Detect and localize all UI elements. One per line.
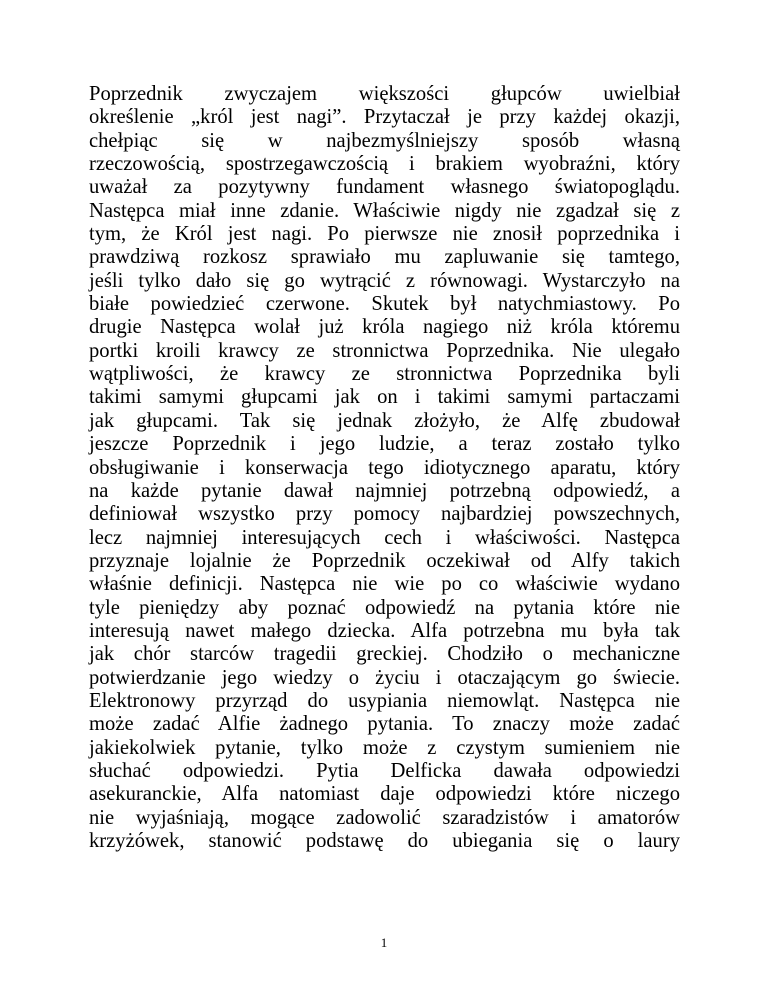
text-line-28: może zadać Alfie żadnego pytania. To znaczy może zadać bbox=[89, 713, 680, 736]
text-line-30: słuchać odpowiedzi. Pytia Delficka dawała odpowiedzi bbox=[89, 759, 680, 782]
text-line-17: obsługiwanie i konserwacja tego idiotycznego aparatu, który bbox=[89, 456, 680, 479]
text-line-12: portki kroili krawcy ze stronnictwa Poprzednika. Nie ulegało bbox=[89, 339, 680, 362]
text-line-15: jak głupcami. Tak się jednak złożyło, że Alfę zbudował bbox=[89, 409, 680, 432]
text-line-1: Poprzednik zwyczajem większości głupców uwielbiał bbox=[89, 83, 680, 105]
text-line-19: definiował wszystko przy pomocy najbardziej powszechnych, bbox=[89, 503, 680, 526]
text-line-26: potwierdzanie jego wiedzy o życiu i otaczającym go świecie. bbox=[89, 666, 680, 689]
text-line-13: wątpliwości, że krawcy ze stronnictwa Poprzednika byli bbox=[89, 363, 680, 386]
text-line-16: jeszcze Poprzednik i jego ludzie, a teraz zostało tylko bbox=[89, 433, 680, 456]
text-line-23: tyle pieniędzy aby poznać odpowiedź na pytania które nie bbox=[89, 596, 680, 619]
text-line-4: rzeczowością, spostrzegawczością i brakiem wyobraźni, który bbox=[89, 153, 680, 176]
text-line-22: właśnie definicji. Następca nie wie po co właściwie wydano bbox=[89, 573, 680, 596]
page-number: 1 bbox=[380, 935, 388, 950]
text-line-8: prawdziwą rozkosz sprawiało mu zapluwanie się tamtego, bbox=[89, 246, 680, 269]
text-line-24: interesują nawet małego dziecka. Alfa potrzebna mu była tak bbox=[89, 619, 680, 642]
text-line-29: jakiekolwiek pytanie, tylko może z czystym sumieniem nie bbox=[89, 736, 680, 759]
text-line-33: krzyżówek, stanowić podstawę do ubiegania się o laury bbox=[89, 830, 680, 852]
text-line-32: nie wyjaśniają, mogące zadowolić szaradzistów i amatorów bbox=[89, 806, 680, 829]
text-line-7: tym, że Król jest nagi. Po pierwsze nie znosił poprzednika i bbox=[89, 223, 680, 246]
text-line-6: Następca miał inne zdanie. Właściwie nigdy nie zgadzał się z bbox=[89, 199, 680, 222]
text-line-5: uważał za pozytywny fundament własnego światopoglądu. bbox=[89, 176, 680, 199]
text-line-2: określenie „król jest nagi”. Przytaczał je przy każdej okazji, bbox=[89, 106, 680, 129]
text-line-14: takimi samymi głupcami jak on i takimi samymi partaczami bbox=[89, 386, 680, 409]
text-line-3: chełpiąc się w najbezmyślniejszy sposób własną bbox=[89, 129, 680, 152]
text-line-31: asekuranckie, Alfa natomiast daje odpowiedzi które niczego bbox=[89, 783, 680, 806]
text-line-20: lecz najmniej interesujących cech i właściwości. Następca bbox=[89, 526, 680, 549]
text-line-10: białe powiedzieć czerwone. Skutek był natychmiastowy. Po bbox=[89, 293, 680, 316]
text-line-21: przyznaje lojalnie że Poprzednik oczekiwał od Alfy takich bbox=[89, 549, 680, 572]
text-line-18: na każde pytanie dawał najmniej potrzebną odpowiedź, a bbox=[89, 479, 680, 502]
text-line-11: drugie Następca wolał już króla nagiego niż króla któremu bbox=[89, 316, 680, 339]
text-line-27: Elektronowy przyrząd do usypiania niemowląt. Następca nie bbox=[89, 689, 680, 712]
text-line-9: jeśli tylko dało się go wytrącić z równowagi. Wystarczyło na bbox=[89, 269, 680, 292]
text-line-25: jak chór starców tragedii greckiej. Chodziło o mechaniczne bbox=[89, 643, 680, 666]
body-text bbox=[89, 83, 680, 853]
